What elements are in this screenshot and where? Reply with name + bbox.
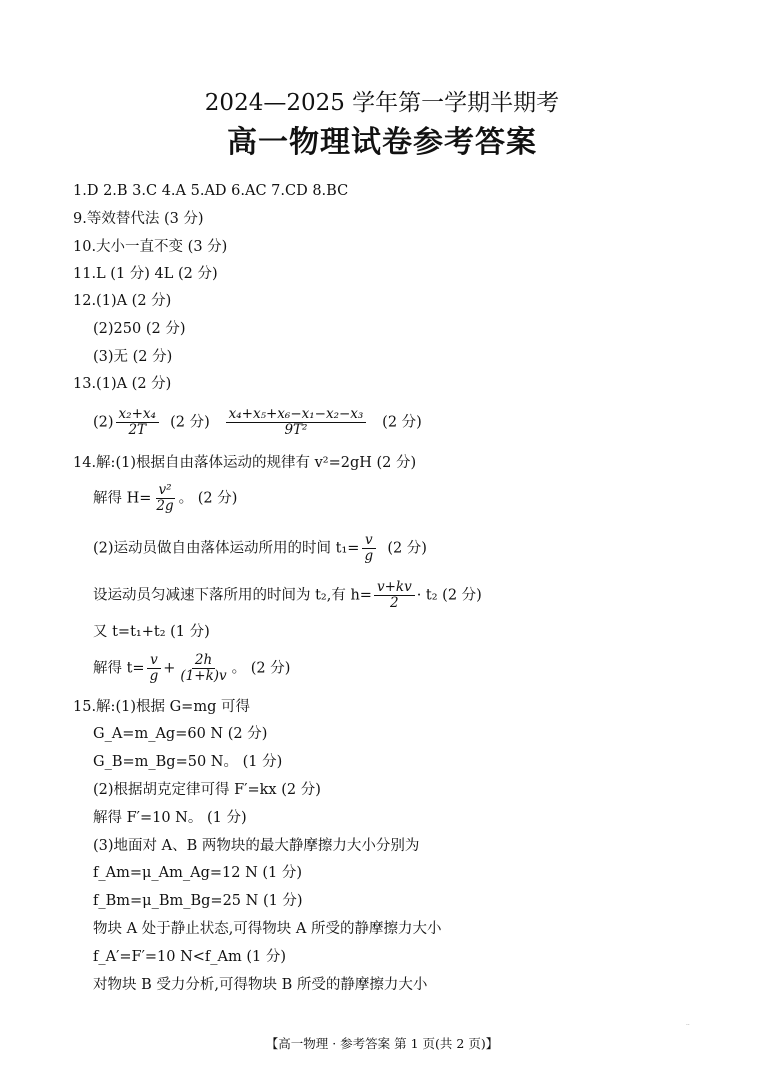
answer-line-14-1: 14.解:(1)根据自由落体运动的规律有 v²=2gH (2 分) [73,455,417,471]
answer-line-15-6: (3)地面对 A、B 两物块的最大静摩擦力大小分别为 [93,838,420,854]
answer-line-15-11: 对物块 B 受力分析,可得物块 B 所受的静摩擦力大小 [93,977,428,993]
answer-line-9: 9.等效替代法 (3 分) [73,211,204,227]
answer-line-13-2: (2) $\frac{\text{x₂+x₄}}{2T}$ (2 分) $\frac{\text{x₄+x₅+x₆−x₁−x₂−x₃}}{\text{9T²}}$ (2 分) [93,406,422,438]
answer-line-14-4: 设运动员匀减速下落所用的时间为 t₂,有 h= $\frac{v+kv}{2}$ · t₂ (2 分) [93,579,482,611]
answer-line-15-5: 解得 F′=10 N。 (1 分) [93,810,247,826]
fraction: $\frac{v}{g}$ [147,653,162,684]
answer-line-15-10: f_A′=F′=10 N<f_Am (1 分) [93,949,287,965]
answer-line-11: 11.L (1 分) 4L (2 分) [73,266,218,282]
answer-line-14-5: 又 t=t₁+t₂ (1 分) [93,624,210,640]
page-footer: 【高一物理 · 参考答案 第 1 页(共 2 页)】 [265,1036,499,1051]
answer-title: 高一物理试卷参考答案 [227,125,537,160]
answer-line-15-9: 物块 A 处于静止状态,可得物块 A 所受的静摩擦力大小 [93,921,442,937]
page-mark: .. [686,1020,690,1027]
answer-line-12-1: 12.(1)A (2 分) [73,293,172,309]
answer-line-12-3: (3)无 (2 分) [93,349,173,365]
answer-line-13-1: 13.(1)A (2 分) [73,376,172,392]
fraction: $\frac{\text{x₄+x₅+x₆−x₁−x₂−x₃}}{\text{9T²}}$ [226,407,367,438]
answer-line-15-3: G_B=m_Bg=50 N。 (1 分) [93,754,283,770]
answer-line-10: 10.大小一直不变 (3 分) [73,239,228,255]
answer-line-12-2: (2)250 (2 分) [93,321,186,337]
fraction: $\frac{v}{g}$ [361,533,376,564]
exam-title: 2024—2025 学年第一学期半期考 [204,90,560,116]
answer-line-1-8: 1.D 2.B 3.C 4.A 5.AD 6.AC 7.CD 8.BC [73,183,349,199]
fraction: $\frac{v+kv}{2}$ [374,580,415,611]
answer-line-14-3: (2)运动员做自由落体运动所用的时间 t₁= $\frac{v}{g}$ (2 分) [93,532,427,564]
fraction: $\frac{2h}{(1+k)v}$ [180,652,227,684]
fraction: $\frac{\text{v²}}{2g}$ [156,482,174,514]
answer-line-15-2: G_A=m_Ag=60 N (2 分) [93,726,268,742]
answer-line-15-4: (2)根据胡克定律可得 F′=kx (2 分) [93,782,321,798]
answer-line-15-8: f_Bm=μ_Bm_Bg=25 N (1 分) [93,893,303,909]
fraction: $\frac{\text{x₂+x₄}}{2T}$ [116,407,159,438]
answer-line-15-7: f_Am=μ_Am_Ag=12 N (1 分) [93,865,303,881]
answer-line-14-2: 解得 H= $\frac{\text{v²}}{2g}$ 。 (2 分) [93,482,238,514]
answer-line-15-1: 15.解:(1)根据 G=mg 可得 [73,699,250,715]
answer-line-14-6: 解得 t= $\frac{v}{g}$ + $\frac{2h}{(1+k)v}$ 。 (2 分) [93,652,291,684]
